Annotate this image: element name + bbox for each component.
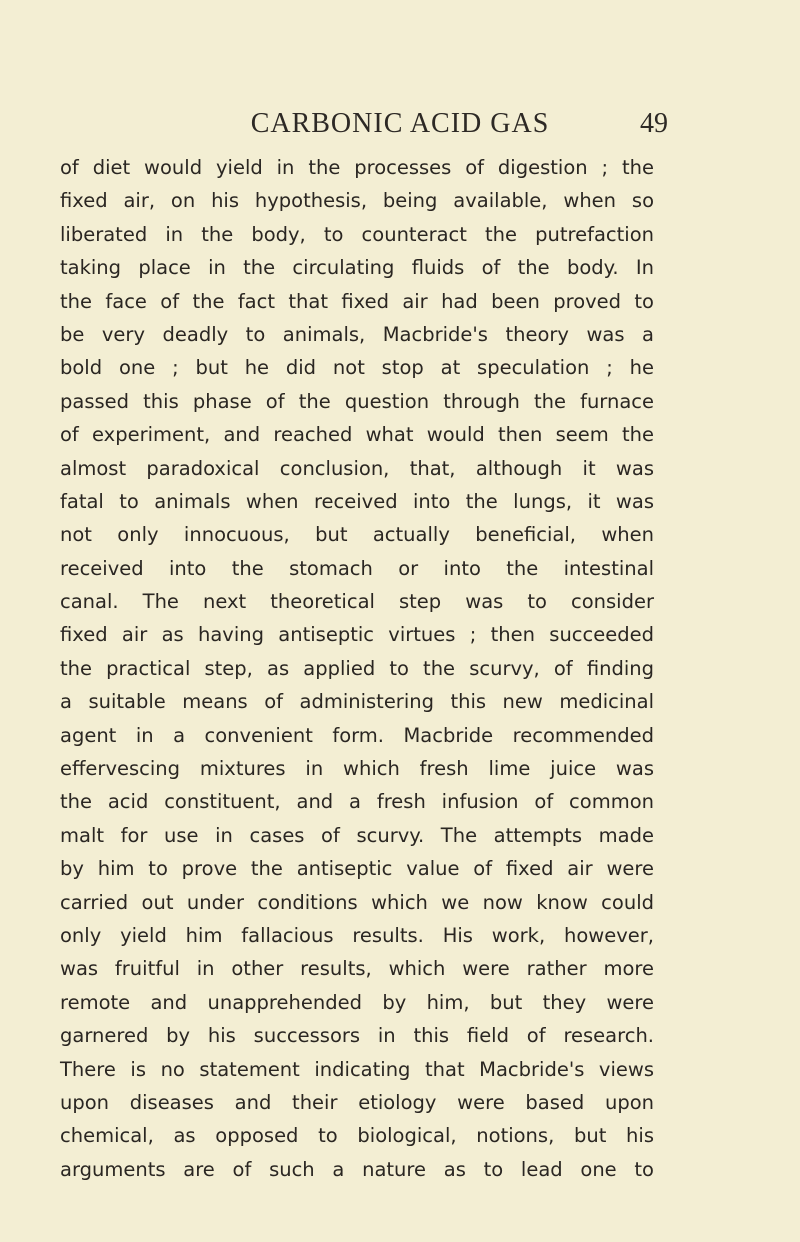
text-line: of experiment, and reached what would then seem the <box>60 423 654 447</box>
running-head <box>0 104 800 144</box>
text-line: fixed air, on his hypothesis, being available, when so <box>60 189 654 213</box>
text-line: only yield him fallacious results. His work, however, <box>60 923 654 947</box>
text-line: arguments are of such a nature as to lead one to <box>60 1157 654 1181</box>
text-line: taking place in the circulating fluids of the body. In <box>60 256 654 280</box>
text-line: canal. The next theoretical step was to consider <box>60 590 654 614</box>
text-line: agent in a convenient form. Macbride recommended <box>60 723 654 747</box>
text-line: remote and unapprehended by him, but they were <box>60 990 654 1014</box>
text-line: fixed air as having antiseptic virtues ; then succeeded <box>60 623 654 647</box>
text-line: a suitable means of administering this new medicinal <box>60 690 654 714</box>
text-line: the face of the fact that fixed air had been proved to <box>60 289 654 313</box>
text-line: effervescing mixtures in which fresh lime juice was <box>60 757 654 781</box>
text-line: passed this phase of the question through the furnace <box>60 389 654 413</box>
text-line: carried out under conditions which we now know could <box>60 890 654 914</box>
text-line: not only innocuous, but actually beneficial, when <box>60 523 654 547</box>
text-line: fatal to animals when received into the lungs, it was <box>60 489 654 513</box>
text-line: There is no statement indicating that Macbride's views <box>60 1057 654 1081</box>
text-line: upon diseases and their etiology were based upon <box>60 1090 654 1114</box>
text-line: the acid constituent, and a fresh infusion of common <box>60 790 654 814</box>
text-line: by him to prove the antiseptic value of fixed air were <box>60 857 654 881</box>
text-line: bold one ; but he did not stop at speculation ; he <box>60 356 654 380</box>
text-line: garnered by his successors in this field of research. <box>60 1024 654 1048</box>
text-line: the practical step, as applied to the scurvy, of finding <box>60 656 654 680</box>
running-title: CARBONIC ACID GAS <box>250 108 550 139</box>
text-line: malt for use in cases of scurvy. The attempts made <box>60 823 654 847</box>
page-number: 49 <box>640 108 668 139</box>
text-line: liberated in the body, to counteract the putrefaction <box>60 222 654 246</box>
text-line: was fruitful in other results, which were rather more <box>60 957 654 981</box>
text-line: chemical, as opposed to biological, notions, but his <box>60 1124 654 1148</box>
text-line: almost paradoxical conclusion, that, although it was <box>60 456 654 480</box>
body-text <box>60 151 654 1186</box>
text-line: received into the stomach or into the intestinal <box>60 556 654 580</box>
text-line: of diet would yield in the processes of digestion ; the <box>60 156 654 179</box>
text-line: be very deadly to animals, Macbride's theory was a <box>60 322 654 346</box>
